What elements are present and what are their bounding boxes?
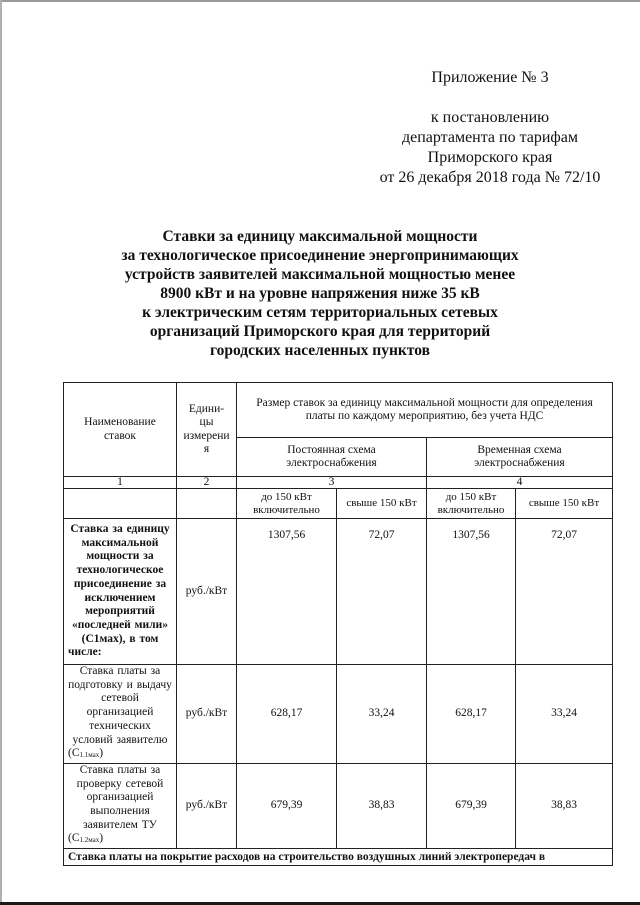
header-unit-line: цы — [199, 416, 214, 428]
header-unit-line: измерени — [183, 429, 230, 442]
rate-value — [427, 519, 516, 665]
appendix-block — [360, 68, 620, 188]
rate-name-suffix: ) — [99, 747, 104, 760]
scan-edge-left — [0, 0, 2, 905]
subheader-over-150: свыше 150 кВт — [516, 489, 613, 519]
rate-value: 33,24 — [337, 665, 427, 764]
header-unit-line: я — [203, 443, 210, 455]
subheader-empty — [177, 489, 237, 519]
rate-unit: руб./кВт — [177, 665, 237, 764]
value-text: 1307,56 — [267, 529, 306, 541]
subheader-empty — [64, 489, 177, 519]
header-temporary-scheme: Временная схема электроснабжения — [427, 438, 613, 477]
header-name: Наименование ставок — [64, 383, 177, 477]
appendix-line: к постановлению — [430, 109, 550, 126]
header-row-top — [64, 383, 613, 438]
appendix-line: от 26 декабря 2018 года № 72/10 — [379, 169, 601, 186]
header-permanent-scheme: Постоянная схема электроснабжения — [237, 438, 427, 477]
rate-value — [516, 519, 613, 665]
title-line: Ставки за единицу максимальной мощности — [162, 228, 478, 245]
column-number: 3 — [237, 477, 427, 489]
title-line: организаций Приморского края для территорий — [149, 323, 491, 340]
header-unit-line: Едини- — [188, 402, 225, 415]
section-heading-cell: Ставка платы на покрытие расходов на строительство воздушных линий электропередач в — [64, 849, 613, 866]
appendix-number: Приложение № 3 — [431, 69, 549, 86]
rate-unit: руб./кВт — [177, 519, 237, 665]
rate-value: 38,83 — [516, 763, 613, 848]
rate-value: 628,17 — [427, 665, 516, 764]
appendix-line: департамента по тарифам — [401, 129, 579, 146]
rate-subscript: 1.2мах — [79, 836, 100, 845]
rate-value: 38,83 — [337, 763, 427, 848]
subheader-row — [64, 489, 613, 519]
header-unit — [177, 383, 237, 477]
rate-name-text: Ставка платы за проверку сетевой организацией выполнения заявителем ТУ (С — [68, 763, 164, 845]
title-line: городских населенных пунктов — [209, 342, 430, 359]
appendix-line: Приморского края — [427, 149, 553, 166]
rate-name — [64, 763, 177, 848]
value-text: 72,07 — [551, 529, 577, 541]
column-number: 1 — [64, 477, 177, 489]
column-number-row — [64, 477, 613, 489]
rate-unit: руб./кВт — [177, 763, 237, 848]
value-text: 1307,56 — [452, 529, 490, 541]
rate-value — [337, 519, 427, 665]
column-number: 2 — [177, 477, 237, 489]
rate-value — [237, 519, 337, 665]
rate-name-text: Ставка платы за подготовку и выдачу сетевой организацией технических условий заявителю (С — [68, 665, 172, 760]
rate-value: 679,39 — [237, 763, 337, 848]
subheader-up-to-150: до 150 кВт включительно — [237, 489, 337, 519]
table-row — [64, 519, 613, 665]
subheader-over-150: свыше 150 кВт — [337, 489, 427, 519]
rate-name — [64, 665, 177, 764]
table-row — [64, 763, 613, 848]
title-line: к электрическим сетям территориальных сетевых — [142, 304, 498, 321]
rate-name-suffix: ) — [99, 832, 104, 845]
title-line: за технологическое присоединение энергопринимающих — [121, 247, 519, 264]
rate-name: Ставка за единицу максимальной мощности за технологическое присоединение за исключением мероприятий «последней мили» (С1мах), в том числе: — [64, 519, 177, 665]
rate-value: 33,24 — [516, 665, 613, 764]
value-text: 72,07 — [368, 529, 395, 541]
title-line: 8900 кВт и на уровне напряжения ниже 35 кВ — [160, 285, 480, 302]
subheader-up-to-150: до 150 кВт включительно — [427, 489, 516, 519]
column-number: 4 — [427, 477, 613, 489]
rate-value: 679,39 — [427, 763, 516, 848]
table-row-continued — [64, 849, 613, 866]
rates-table — [63, 382, 613, 866]
rate-value: 628,17 — [237, 665, 337, 764]
table-row — [64, 665, 613, 764]
title-line: устройств заявителей максимальной мощностью менее — [124, 266, 516, 283]
scan-edge-top — [0, 0, 640, 2]
document-title — [100, 227, 540, 360]
header-size: Размер ставок за единицу максимальной мощности для определения платы по каждому мероприятию, без учета НДС — [237, 383, 613, 438]
rate-subscript: 1.1мах — [79, 751, 100, 760]
